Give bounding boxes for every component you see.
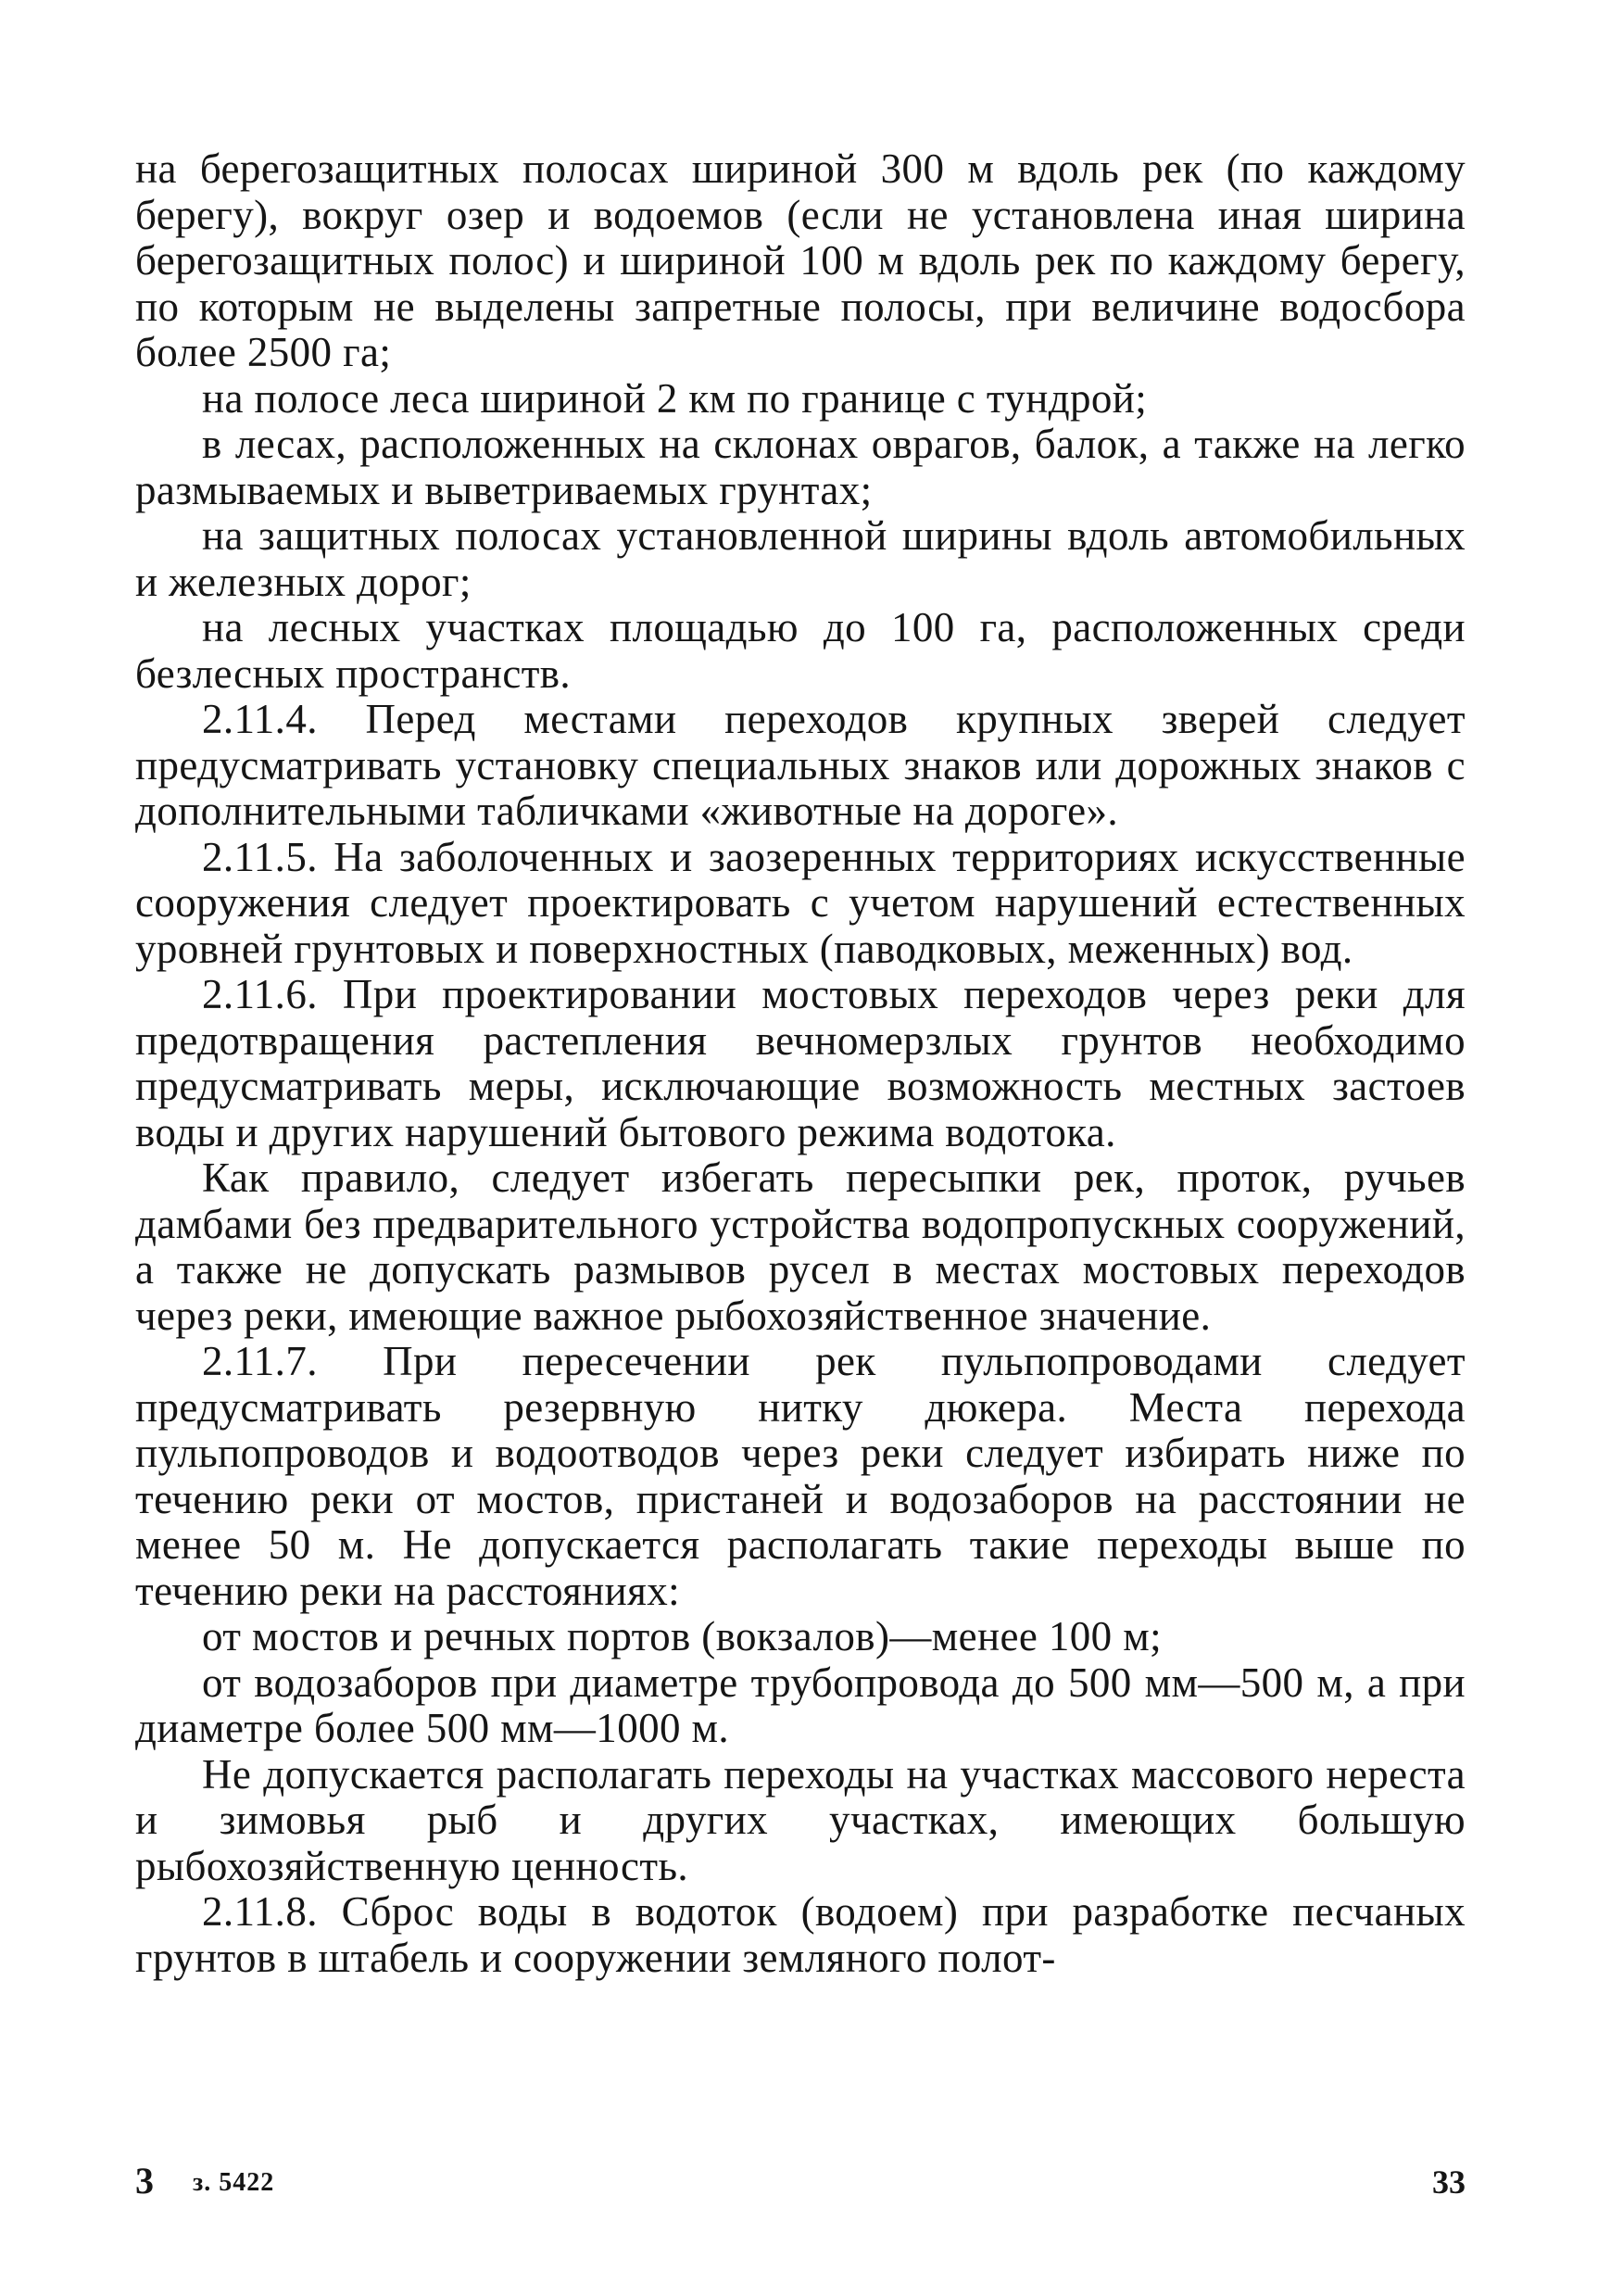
paragraph: на полосе леса шириной 2 км по границе с тундрой; <box>202 374 1148 422</box>
paragraph: Не допускается располагать переходы на участках массового нереста и зимовья рыб и других участках, имеющих большую рыбохозяйственную ценность. <box>135 1750 1466 1889</box>
page-number: 33 <box>1432 2164 1466 2201</box>
paragraph: 2.11.7. При пересечении рек пульпопроводами следует предусматривать резервную нитку дюкера. Места перехода пульпопроводов и водоотводов через реки следует избирать ниже по течению реки от мостов, пристаней и водозаборов на расстоянии не менее 50 м. Не допускается располагать такие переходы выше по течению реки на расстояниях: <box>135 1338 1466 1614</box>
document-body <box>135 146 1466 1981</box>
paragraph: на лесных участках площадью до 100 га, расположенных среди безлесных пространств. <box>135 604 1466 697</box>
paragraph: на защитных полосах установленной ширины вдоль автомобильных и железных дорог; <box>135 512 1466 605</box>
paragraph: от мостов и речных портов (вокзалов)—менее 100 м; <box>202 1613 1162 1659</box>
paragraph: 2.11.5. На заболоченных и заозеренных территориях искусственные сооружения следует проектировать с учетом нарушений естественных уровней грунтовых и поверхностных (паводковых, меженных) вод. <box>135 833 1466 972</box>
paragraph: от водозаборов при диаметре трубопровода до 500 мм—500 м, а при диаметре более 500 мм—1000 м. <box>135 1659 1466 1751</box>
signature-mark: 3 <box>135 2160 154 2201</box>
page-footer <box>135 2159 1466 2205</box>
paragraph: в лесах, расположенных на склонах оврагов, балок, а также на легко размываемых и выветриваемых грунтах; <box>135 421 1466 513</box>
paragraph: 2.11.8. Сброс воды в водоток (водоем) при разработке песчаных грунтов в штабель и сооружении земляного полот- <box>135 1888 1466 1981</box>
paragraph: 2.11.4. Перед местами переходов крупных зверей следует предусматривать установку специальных знаков или дорожных знаков с дополнительными табличками «животные на дороге». <box>135 696 1466 834</box>
order-number: з. 5422 <box>193 2168 275 2197</box>
paragraph: Как правило, следует избегать пересыпки рек, проток, ручьев дамбами без предварительного устройства водопропускных сооружений, а также не допускать размывов русел в местах мостовых переходов через реки, имеющие важное рыбохозяйственное значение. <box>135 1154 1466 1339</box>
paragraph: на берегозащитных полосах шириной 300 м вдоль рек (по каждому берегу), вокруг озер и водоемов (если не установлена иная ширина берегозащитных полос) и шириной 100 м вдоль рек по каждому берегу, по которым не выделены запретные полосы, при величине водосбора более 2500 га; <box>135 145 1466 375</box>
paragraph: 2.11.6. При проектировании мостовых переходов через реки для предотвращения растепления вечномерзлых грунтов необходимо предусматривать меры, исключающие возможность местных застоев воды и других нарушений бытового режима водотока. <box>135 971 1466 1155</box>
